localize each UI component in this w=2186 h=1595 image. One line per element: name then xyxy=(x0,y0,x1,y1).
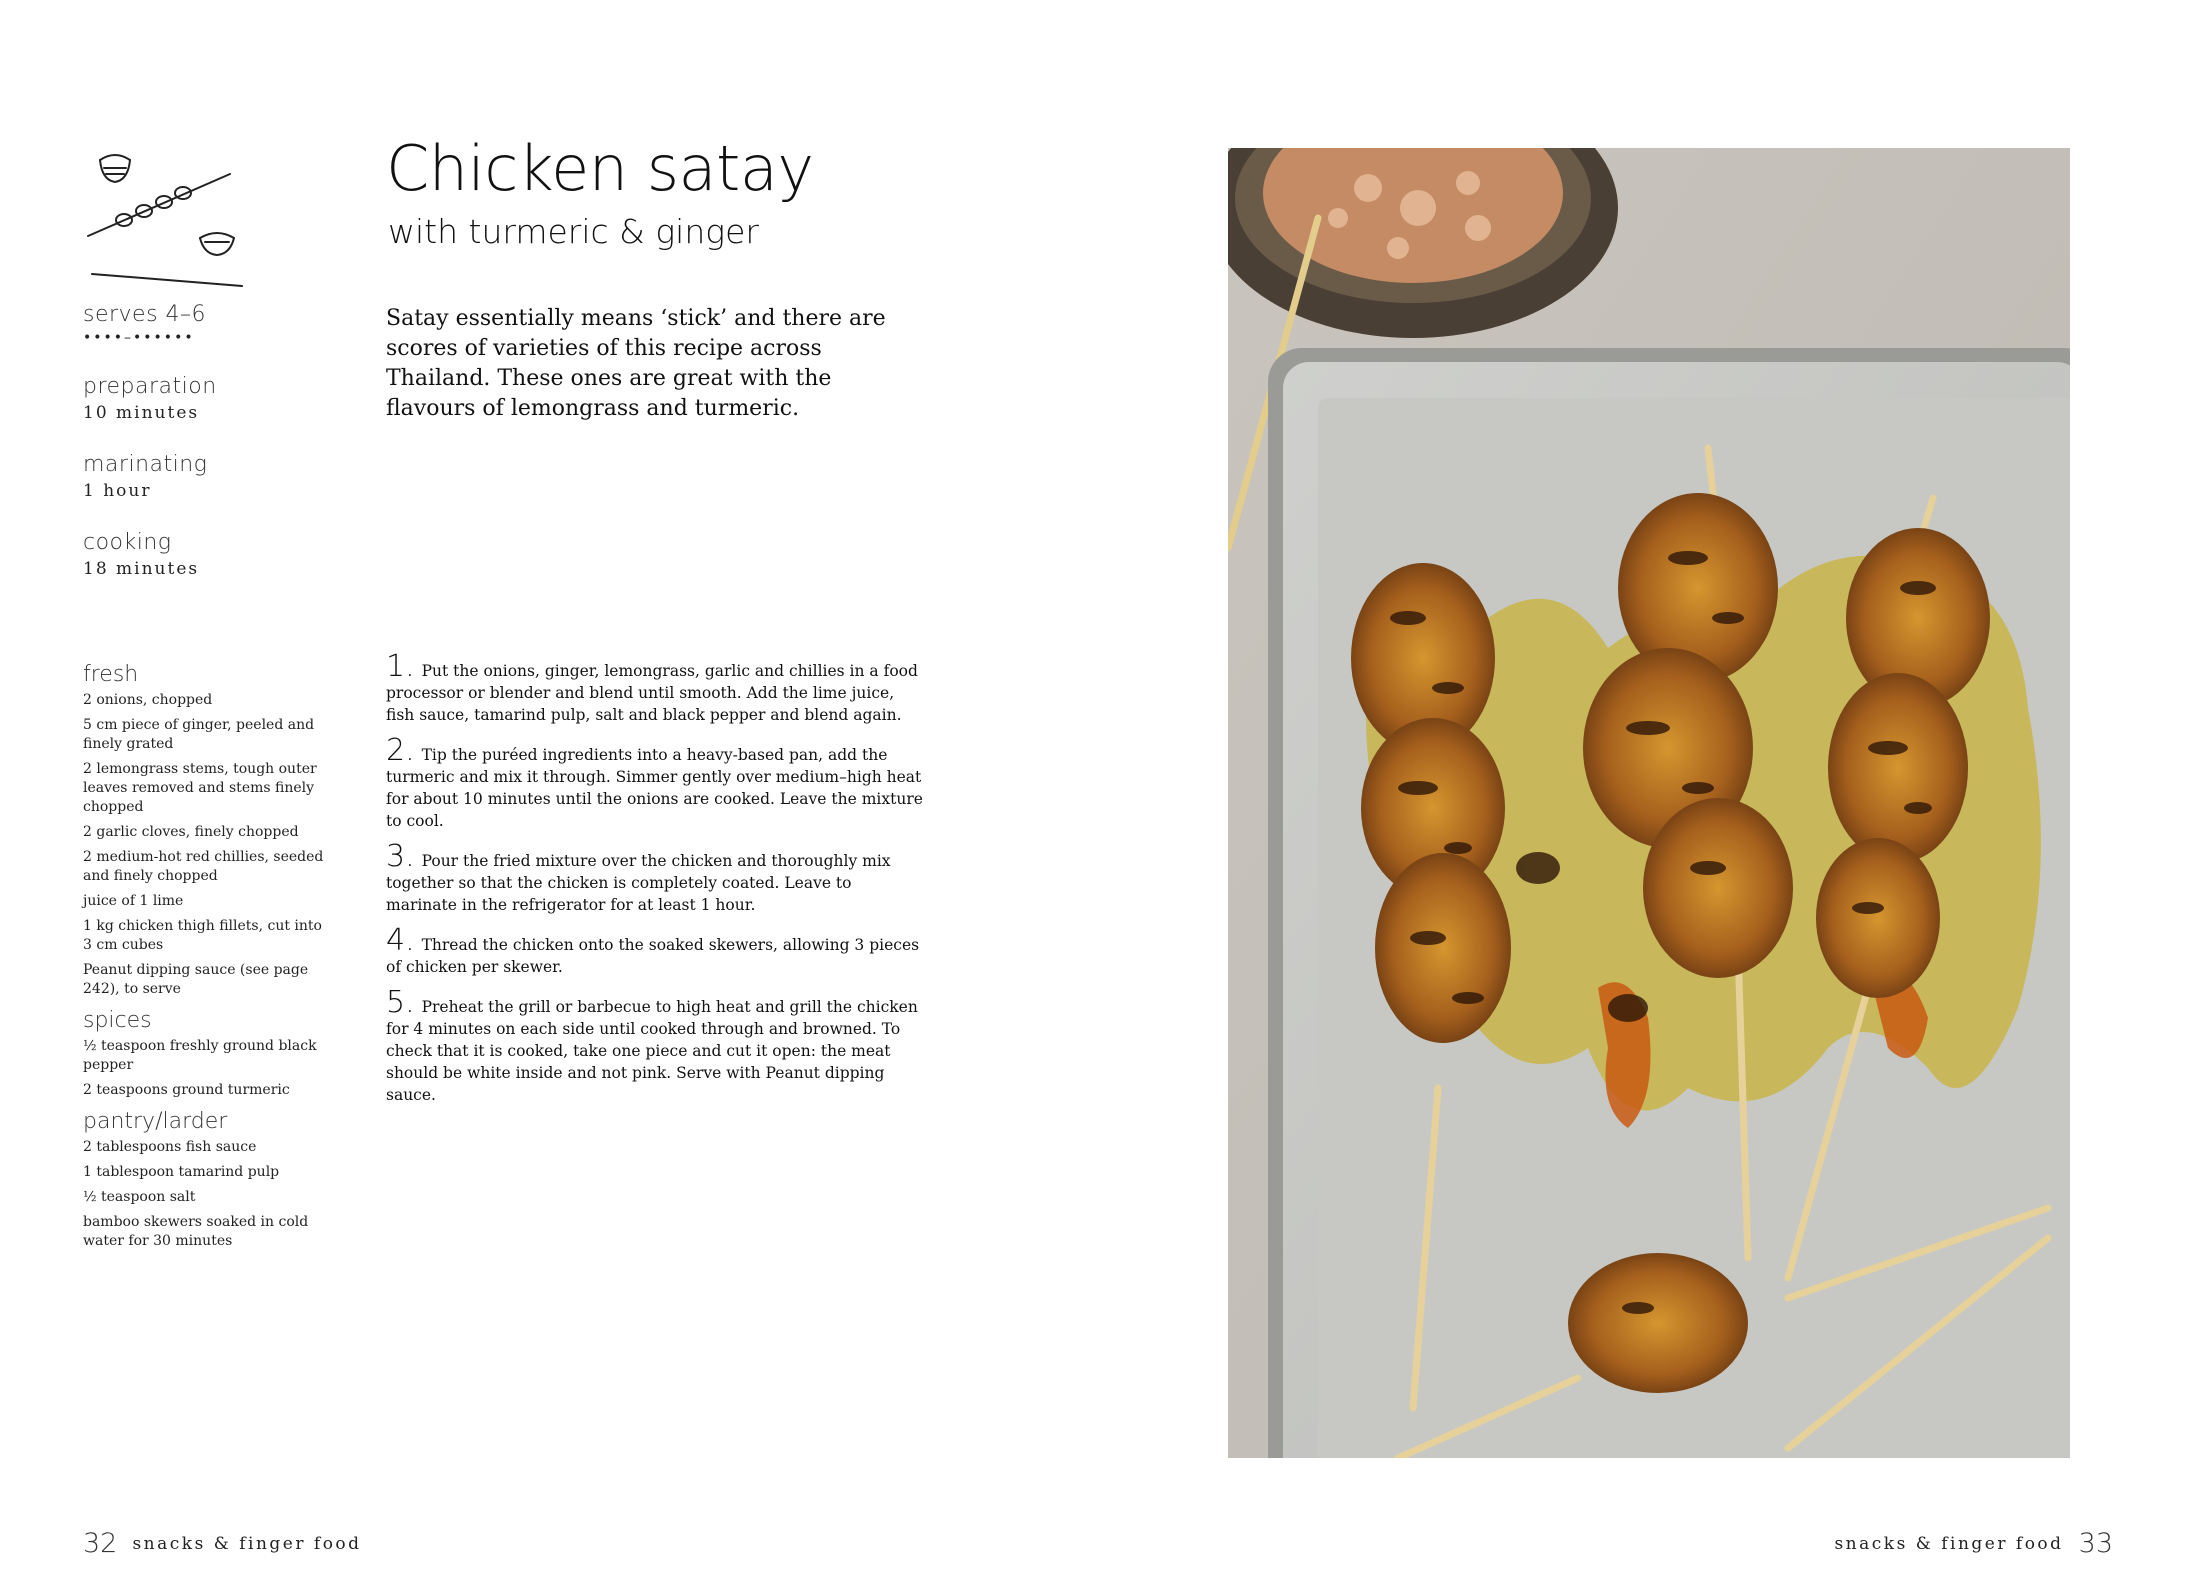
marinating-label: marinating xyxy=(83,452,208,477)
serves-dots: ••••–•••••• xyxy=(83,330,195,346)
preparation-label: preparation xyxy=(83,374,217,399)
ingredient-item: bamboo skewers soaked in cold water for 30 minutes xyxy=(83,1214,309,1249)
satay-sketch-icon xyxy=(82,138,252,298)
spices-heading: spices xyxy=(83,1008,152,1033)
preparation-value: 10 minutes xyxy=(83,403,200,423)
method-step xyxy=(386,839,926,916)
method-step xyxy=(386,985,926,1106)
method-step xyxy=(386,733,926,832)
fresh-heading: fresh xyxy=(83,662,139,687)
footer-right xyxy=(1824,1528,2113,1559)
ingredient-item: 2 medium-hot red chillies, seeded and finely chopped xyxy=(83,849,324,884)
serves-block xyxy=(83,300,343,346)
section-title-right: snacks & finger food xyxy=(1834,1533,2064,1554)
chicken-satay-photo xyxy=(1228,148,2070,1458)
ingredient-item: 2 onions, chopped xyxy=(83,692,213,708)
marinating-block xyxy=(83,450,343,502)
ingredient-item: 2 lemongrass stems, tough outer leaves removed and stems finely chopped xyxy=(83,761,317,815)
cooking-value: 18 minutes xyxy=(83,559,200,579)
method-steps xyxy=(386,649,926,1120)
step-number: 4. xyxy=(386,923,415,958)
section-title-left: snacks & finger food xyxy=(132,1533,362,1554)
pantry-heading: pantry/larder xyxy=(83,1109,228,1134)
preparation-block xyxy=(83,372,343,424)
step-text: Tip the puréed ingredients into a heavy-based pan, add the turmeric and mix it through. Simmer gently over medium–high heat for about 10 minutes until the onions are cooked. Leave the mixture to cool. xyxy=(386,746,923,830)
ingredient-item: 2 teaspoons ground turmeric xyxy=(83,1082,290,1098)
method-step xyxy=(386,649,926,726)
page-number-right: 33 xyxy=(2078,1528,2113,1559)
ingredient-item: 1 tablespoon tamarind pulp xyxy=(83,1164,280,1180)
step-text: Thread the chicken onto the soaked skewers, allowing 3 pieces of chicken per skewer. xyxy=(386,936,920,976)
step-text: Put the onions, ginger, lemongrass, garlic and chillies in a food processor or blender and blend until smooth. Add the lime juice, fish sauce, tamarind pulp, salt and black pepper and blend again. xyxy=(386,662,918,724)
ingredient-item: ½ teaspoon salt xyxy=(83,1189,196,1205)
ingredient-item: 1 kg chicken thigh fillets, cut into 3 cm cubes xyxy=(83,918,322,953)
ingredient-item: 2 garlic cloves, finely chopped xyxy=(83,824,299,840)
step-text: Pour the fried mixture over the chicken and thoroughly mix together so that the chicken is completely coated. Leave to marinate in the refrigerator for at least 1 hour. xyxy=(386,852,891,914)
recipe-meta xyxy=(83,300,343,606)
serves-label: serves 4–6 xyxy=(83,302,207,327)
footer-left xyxy=(83,1528,372,1559)
ingredient-item: Peanut dipping sauce (see page 242), to serve xyxy=(83,962,309,997)
ingredient-item: 2 tablespoons fish sauce xyxy=(83,1139,257,1155)
ingredient-item: juice of 1 lime xyxy=(83,893,184,909)
step-number: 3. xyxy=(386,839,415,874)
method-step xyxy=(386,923,926,978)
ingredients-list xyxy=(83,655,333,1257)
recipe-title: Chicken satay xyxy=(386,132,814,205)
cooking-block xyxy=(83,528,343,580)
page-number-left: 32 xyxy=(83,1528,118,1559)
ingredient-item: 5 cm piece of ginger, peeled and finely grated xyxy=(83,717,315,752)
cooking-label: cooking xyxy=(83,530,172,555)
step-number: 2. xyxy=(386,733,415,768)
step-number: 1. xyxy=(386,649,415,684)
recipe-intro: Satay essentially means ‘stick’ and there are scores of varieties of this recipe across Thailand. These ones are great with the flavours of lemongrass and turmeric. xyxy=(386,306,886,421)
step-text: Preheat the grill or barbecue to high heat and grill the chicken for 4 minutes on each side until cooked through and browned. To check that it is cooked, take one piece and cut it open: the meat should be white inside and not pink. Serve with Peanut dipping sauce. xyxy=(386,998,918,1104)
marinating-value: 1 hour xyxy=(83,481,152,501)
recipe-subtitle: with turmeric & ginger xyxy=(388,212,759,251)
ingredient-item: ½ teaspoon freshly ground black pepper xyxy=(83,1038,317,1073)
step-number: 5. xyxy=(386,985,415,1020)
